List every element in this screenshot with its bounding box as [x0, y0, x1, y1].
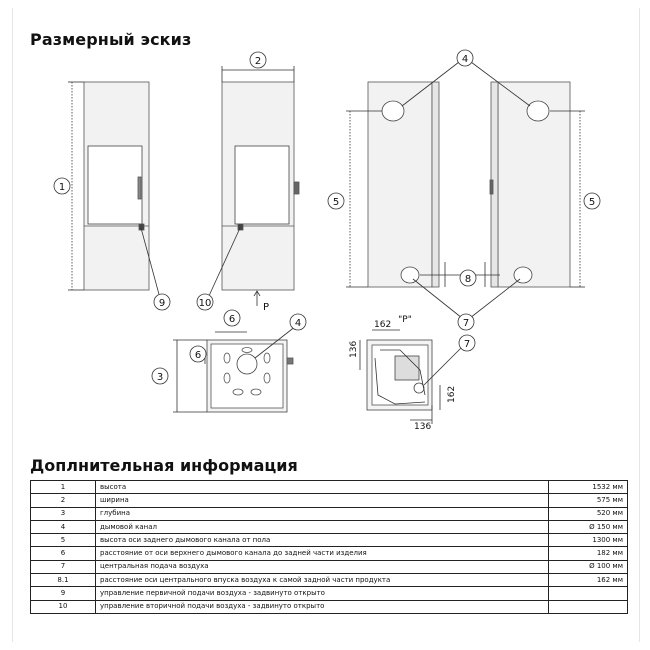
- table-row: [31, 547, 628, 560]
- table-cell-val: 182 мм: [549, 547, 628, 560]
- dim-162-top: 162: [374, 320, 392, 330]
- table-cell-num: 8.1: [31, 574, 96, 587]
- dim-136-bottom: 136: [414, 422, 432, 432]
- table-cell-num: 1: [31, 481, 96, 494]
- table-cell-desc: управление вторичной подачи воздуха - задвинуто открыто: [96, 600, 549, 613]
- table-row: [31, 534, 628, 547]
- callout-7-label: 7: [462, 318, 470, 329]
- callout-8-label: 8: [464, 274, 472, 285]
- callout-5-label: 5: [332, 197, 340, 208]
- table-cell-desc: высота: [96, 481, 549, 494]
- table-row: [31, 507, 628, 520]
- table-row: [31, 587, 628, 600]
- table-cell-val: 575 мм: [549, 494, 628, 507]
- table-cell-val: Ø 150 мм: [549, 520, 628, 533]
- table-cell-num: 6: [31, 547, 96, 560]
- view-p-label: P: [263, 302, 270, 313]
- table-cell-num: 3: [31, 507, 96, 520]
- table-cell-val: 162 мм: [549, 574, 628, 587]
- info-table: [30, 480, 628, 614]
- table-row: [31, 574, 628, 587]
- view-quoted-p-label: "P": [398, 315, 412, 325]
- table-cell-num: 10: [31, 600, 96, 613]
- table-cell-val: Ø 100 мм: [549, 560, 628, 573]
- table-row: [31, 600, 628, 613]
- table-cell-desc: расстояние оси центрального впуска воздуха к самой задной части продукта: [96, 574, 549, 587]
- table-cell-num: 7: [31, 560, 96, 573]
- callout-9-label: 9: [158, 298, 166, 309]
- table-cell-desc: ширина: [96, 494, 549, 507]
- table-cell-desc: расстояние от оси верхнего дымового канала до задней части изделия: [96, 547, 549, 560]
- table-cell-desc: управление первичной подачи воздуха - задвинуто открыто: [96, 587, 549, 600]
- callout-1-label: 1: [58, 182, 66, 193]
- info-heading: Доплнительная информация: [30, 456, 298, 475]
- stove-door: [88, 146, 142, 224]
- table-row: [31, 560, 628, 573]
- dim-136-left: 136: [349, 340, 359, 358]
- table-cell-val: 1300 мм: [549, 534, 628, 547]
- table-cell-desc: дымовой канал: [96, 520, 549, 533]
- sketch-heading: Размерный эскиз: [30, 30, 192, 49]
- table-cell-num: 9: [31, 587, 96, 600]
- dim-162-right: 162: [447, 385, 457, 403]
- table-cell-num: 5: [31, 534, 96, 547]
- table-cell-val: [549, 600, 628, 613]
- table-cell-desc: высота оси заднего дымового канала от пола: [96, 534, 549, 547]
- callout-5b-label: 5: [588, 197, 596, 208]
- table-cell-desc: центральная подача воздуха: [96, 560, 549, 573]
- table-cell-val: 520 мм: [549, 507, 628, 520]
- callout-2-label: 2: [254, 56, 262, 67]
- callout-4b-label: 4: [294, 318, 302, 329]
- callout-3-label: 3: [156, 372, 164, 383]
- callout-4-label: 4: [461, 54, 469, 65]
- table-cell-num: 2: [31, 494, 96, 507]
- table-row: [31, 494, 628, 507]
- callout-6b-label: 6: [194, 350, 202, 361]
- table-cell-num: 4: [31, 520, 96, 533]
- callout-7b-label: 7: [463, 339, 471, 350]
- table-row: [31, 520, 628, 533]
- table-cell-desc: глубина: [96, 507, 549, 520]
- table-row: [31, 481, 628, 494]
- callout-6-label: 6: [228, 314, 236, 325]
- table-cell-val: [549, 587, 628, 600]
- table-cell-val: 1532 мм: [549, 481, 628, 494]
- callout-10-label: 10: [198, 298, 212, 309]
